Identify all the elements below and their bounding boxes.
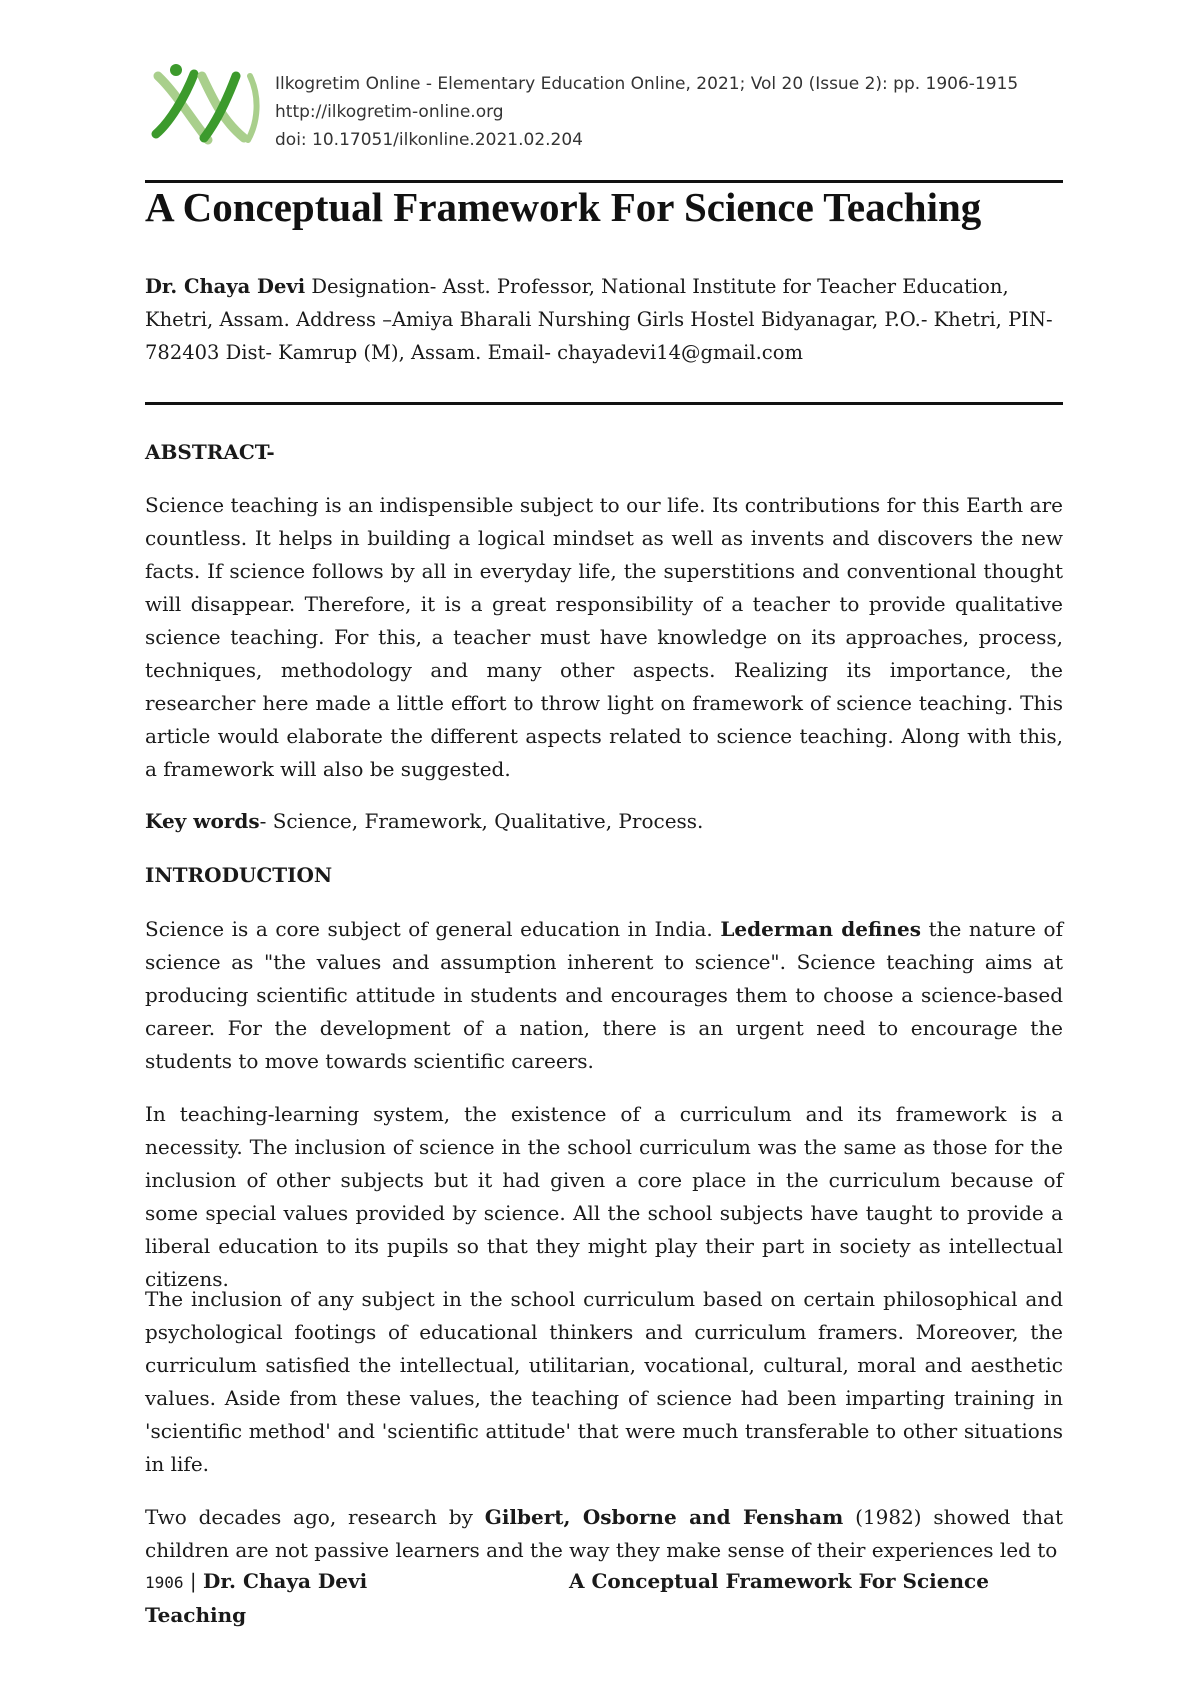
intro-paragraph-3: The inclusion of any subject in the school curriculum based on certain philosophical and psychological footings of educational thinkers and curriculum framers. Moreover, the curriculum satisfied the intellectual, utilitarian, vocational, cultural, moral and aesthetic values. Aside from these values, the teaching of science had been imparting training in 'scientific method' and 'scientific attitude' that were much transferable to other situations in life. [145,1287,1063,1476]
footer-title: A Conceptual Framework For Science [569,1569,989,1593]
author-block [145,270,1063,369]
page-number: 1906 [145,1573,184,1592]
paper-title: A Conceptual Framework For Science Teaching [145,184,982,230]
intro-paragraph-4 [145,1501,1063,1567]
keywords-label: Key words [145,809,260,833]
author-details: Designation- Asst. Professor, National Institute for Teacher Education, Khetri, Assam. Address –Amiya Bharali Nurshing Girls Hostel Bidyanagar, P.O.- Khetri, PIN-782403 Dist- Kamrup (M), Assam. Email- chayadevi14@gmail.com [145,275,1053,364]
intro-paragraph-1 [145,913,1063,1078]
footer-separator: | [183,1569,203,1593]
intro-p1-text-cont: the nature of science as "the values and assumption inherent to science". Science teaching aims at producing scientific attitude in students and encourages them to choose a science-based career. For the development of a nation, there is an urgent need to encourage the students to move towards scientific careers. [145,917,1064,1073]
author-name: Dr. Chaya Devi [145,275,306,298]
keywords [145,805,703,838]
logo-stroke [248,76,257,140]
journal-url[interactable]: http://ilkogretim-online.org [275,102,504,122]
journal-doi: doi: 10.17051/ilkonline.2021.02.204 [275,130,583,150]
footer-title-cont: Teaching [145,1603,247,1627]
keywords-text: - Science, Framework, Qualitative, Process. [259,809,704,833]
intro-p1-text: Science is a core subject of general education in India. [145,917,721,941]
journal-logo [150,62,262,146]
page-footer [145,1565,1063,1632]
introduction-heading: INTRODUCTION [145,863,333,887]
intro-p1-bold: Lederman defines [720,917,921,941]
abstract-heading: ABSTRACT- [145,440,275,464]
logo-dot [170,64,182,76]
intro-paragraph-2: In teaching-learning system, the existence of a curriculum and its framework is a necessity. The inclusion of science in the school curriculum was the same as those for the inclusion of other subjects but it had given a core place in the curriculum because of some special values provided by science. All the school subjects have taught to provide a liberal education to its pupils so that they might play their part in society as intellectual citizens. [145,1102,1063,1291]
abstract-text: Science teaching is an indispensible subject to our life. Its contributions for this Earth are countless. It helps in building a logical mindset as well as invents and discovers the new facts. If science follows by all in everyday life, the superstitions and conventional thought will disappear. Therefore, it is a great responsibility of a teacher to provide qualitative science teaching. For this, a teacher must have knowledge on its approaches, process, techniques, methodology and many other aspects. Realizing its importance, the researcher here made a little effort to throw light on framework of science teaching. This article would elaborate the different aspects related to science teaching. Along with this, a framework will also be suggested. [145,493,1063,781]
author-rule [145,402,1063,405]
intro-p4-text: Two decades ago, research by [145,1505,485,1529]
journal-line: Ilkogretim Online - Elementary Education Online, 2021; Vol 20 (Issue 2): pp. 1906-1915 [275,74,1019,94]
footer-author: Dr. Chaya Devi [202,1569,368,1593]
journal-info [275,70,1018,154]
intro-p4-bold: Gilbert, Osborne and Fensham [484,1505,844,1529]
intro-p4-text-cont: (1982) showed that children are not passive learners and the way they make sense of their experiences led to [145,1505,1064,1562]
